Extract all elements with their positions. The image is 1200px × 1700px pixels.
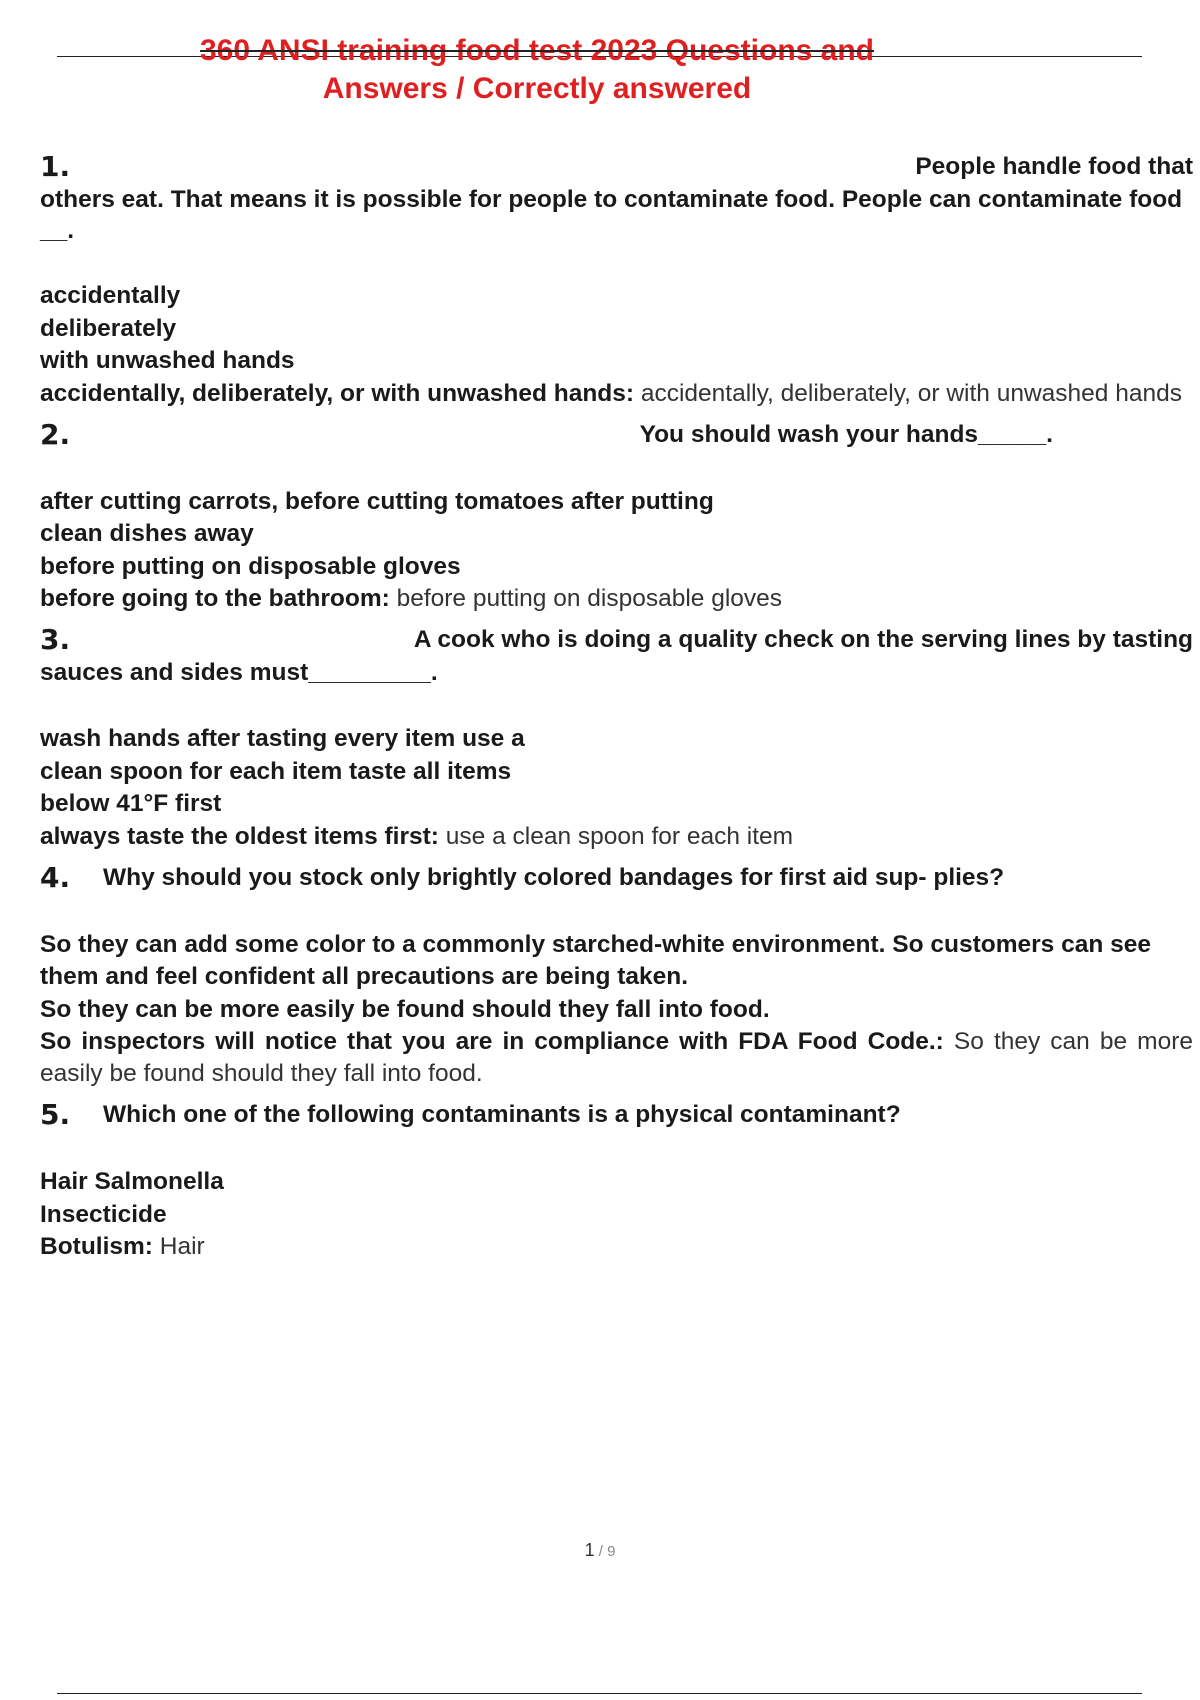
answer-key: before going to the bathroom: <box>40 585 390 612</box>
question-stem: You should wash your hands_____. <box>639 420 1053 448</box>
document-title-line1: 360 ANSI training food test 2023 Questions and <box>199 34 875 67</box>
correct-answer <box>40 1026 1193 1090</box>
question-5 <box>40 1098 1193 1263</box>
answer-option: accidentally <box>40 282 181 309</box>
document-body <box>40 150 1193 1263</box>
question-header <box>40 418 1193 452</box>
answer-value: accidentally, deliberately, or with unwashed hands <box>634 379 1182 407</box>
question-stem: Why should you stock only brightly colored bandages for first aid sup- plies? <box>103 863 1005 891</box>
answer-option: Hair Salmonella <box>40 1168 224 1195</box>
answer-value: use a clean spoon for each item <box>438 822 794 850</box>
question-1 <box>40 150 1193 410</box>
page-separator: / <box>594 1543 608 1560</box>
answer-option: them and feel confident all precautions are being taken. <box>40 963 689 990</box>
question-number: 4. <box>40 860 71 894</box>
correct-answer <box>40 821 1193 853</box>
question-stem-continued: others eat. That means it is possible for people to contaminate food. People can contaminate food <box>40 186 1183 213</box>
question-stem: People handle food that <box>915 153 1193 180</box>
correct-answer <box>40 583 1193 615</box>
question-stem: Which one of the following contaminants is a physical contaminant? <box>103 1101 901 1128</box>
question-number: 1. <box>40 150 71 183</box>
answer-value: Hair <box>152 1233 205 1260</box>
question-number: 2. <box>40 417 71 451</box>
answer-option: before putting on disposable gloves <box>40 552 461 580</box>
page-total: 9 <box>607 1543 616 1560</box>
question-number: 3. <box>40 623 71 656</box>
answer-value: So they can be more easily be found should they fall into food. <box>40 1028 1193 1087</box>
answer-option: clean dishes away <box>40 520 254 547</box>
question-stem: A cook who is doing a quality check on the serving lines by tasting <box>413 626 1193 653</box>
answer-option: Insecticide <box>40 1200 167 1228</box>
page-current: 1 <box>584 1540 595 1560</box>
answer-option: wash hands after tasting every item use a <box>40 725 525 752</box>
question-blank: __. <box>40 217 75 244</box>
answer-option: clean spoon for each item taste all items <box>40 757 512 785</box>
question-header <box>40 623 1193 657</box>
answer-option: after cutting carrots, before cutting tomatoes after putting <box>40 487 714 515</box>
question-header <box>40 861 1193 895</box>
answer-option: below 41°F first <box>40 790 222 817</box>
answer-value: before putting on disposable gloves <box>389 585 783 612</box>
question-header <box>40 1098 1193 1132</box>
answer-key: always taste the oldest items first: <box>40 822 439 850</box>
answer-key: So inspectors will notice that you are in compliance with FDA Food Code.: <box>40 1028 944 1055</box>
document-header <box>0 32 1200 112</box>
answer-key: Botulism: <box>40 1233 153 1260</box>
question-number: 5. <box>40 1098 71 1131</box>
page-number <box>0 1540 1200 1561</box>
answer-option: So they can be more easily be found should they fall into food. <box>40 995 770 1023</box>
answer-option: So they can add some color to a commonly starched-white environment. So customers can see <box>40 930 1151 958</box>
answer-key: accidentally, deliberately, or with unwashed hands: <box>40 379 635 407</box>
answer-option: deliberately <box>40 314 177 342</box>
question-stem-continued: sauces and sides must_________. <box>40 659 438 686</box>
document-title-line2: Answers / Correctly answered <box>322 72 752 105</box>
question-4 <box>40 861 1193 1091</box>
question-header <box>40 150 1193 184</box>
footer-rule <box>57 1693 1142 1694</box>
correct-answer <box>40 378 1193 410</box>
answer-option: with unwashed hands <box>40 347 295 374</box>
question-2 <box>40 418 1193 616</box>
question-3 <box>40 623 1193 853</box>
correct-answer <box>40 1231 1193 1263</box>
